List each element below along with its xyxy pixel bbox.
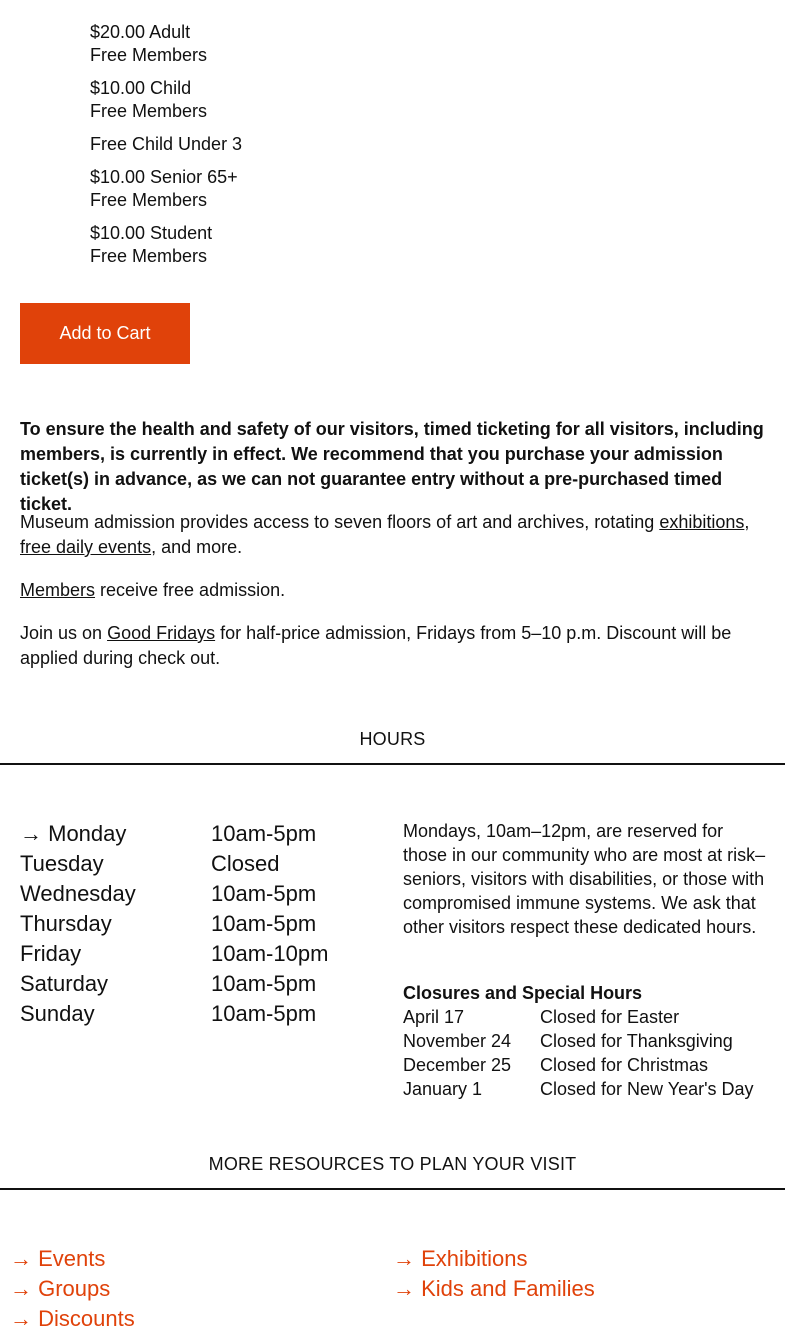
ticket-price: Free Child Under 3 bbox=[90, 134, 243, 154]
good-fridays-intro: Join us on bbox=[20, 623, 108, 643]
closure-row bbox=[403, 1029, 773, 1053]
closure-date: November 24 bbox=[403, 1031, 512, 1051]
members-link[interactable]: Members bbox=[20, 580, 96, 600]
day-label: Friday bbox=[20, 941, 82, 966]
events-link[interactable]: → Events bbox=[10, 1246, 106, 1271]
ticket-student bbox=[90, 222, 242, 268]
arrow-right-icon: → bbox=[20, 821, 42, 846]
ticket-price: $10.00 Senior 65+ bbox=[90, 167, 238, 187]
good-fridays-link[interactable]: Good Fridays bbox=[107, 623, 216, 643]
day-label: → Monday bbox=[20, 821, 127, 846]
day-label: Sunday bbox=[20, 1001, 95, 1026]
admission-text: Museum admission provides access to seven floors of art and archives, rotating bbox=[20, 512, 660, 532]
hours-row-sunday bbox=[20, 999, 361, 1029]
discounts-link[interactable]: → Discounts bbox=[10, 1306, 135, 1331]
comma-separator: , bbox=[744, 512, 750, 532]
ticket-member-note: Free Members bbox=[90, 101, 208, 121]
hours-row-friday bbox=[20, 939, 361, 969]
day-hours: Closed bbox=[211, 851, 280, 876]
hours-divider bbox=[0, 763, 785, 765]
day-hours: 10am-10pm bbox=[211, 941, 329, 966]
admission-description bbox=[20, 510, 765, 560]
hours-row-monday bbox=[20, 819, 361, 849]
good-fridays-note bbox=[20, 621, 765, 671]
resources-divider bbox=[0, 1188, 785, 1190]
ticket-adult bbox=[90, 21, 242, 67]
groups-link[interactable]: → Groups bbox=[10, 1276, 111, 1301]
closure-row bbox=[403, 1005, 773, 1029]
ticket-senior bbox=[90, 166, 242, 212]
closure-description: Closed for New Year's Day bbox=[540, 1079, 754, 1099]
hours-heading: HOURS bbox=[359, 729, 426, 749]
ticket-member-note: Free Members bbox=[90, 246, 208, 266]
day-hours: 10am-5pm bbox=[211, 971, 317, 996]
hours-row-wednesday bbox=[20, 879, 361, 909]
closure-date: December 25 bbox=[403, 1055, 512, 1075]
hours-table bbox=[20, 819, 361, 1029]
hours-row-tuesday bbox=[20, 849, 361, 879]
day-label: Thursday bbox=[20, 911, 112, 936]
add-to-cart-button[interactable]: Add to Cart bbox=[20, 303, 190, 364]
free-daily-events-link[interactable]: free daily events bbox=[20, 537, 152, 557]
resources-heading: MORE RESOURCES TO PLAN YOUR VISIT bbox=[208, 1154, 577, 1174]
ticket-price: $10.00 Child bbox=[90, 78, 192, 98]
closure-date: January 1 bbox=[403, 1079, 483, 1099]
closure-date: April 17 bbox=[403, 1007, 465, 1027]
good-fridays-text: for half-price admission, Fridays from 5–10 p.m. Discount will be applied during check out. bbox=[20, 623, 732, 668]
hours-row-saturday bbox=[20, 969, 361, 999]
ticket-price-list bbox=[90, 21, 242, 278]
ticket-member-note: Free Members bbox=[90, 45, 208, 65]
admission-text-end: , and more. bbox=[151, 537, 243, 557]
closures-heading: Closures and Special Hours bbox=[403, 983, 643, 1003]
exhibitions-resource-link[interactable]: → Exhibitions bbox=[393, 1246, 528, 1271]
day-hours: 10am-5pm bbox=[211, 911, 317, 936]
day-hours: 10am-5pm bbox=[211, 821, 317, 846]
ticket-price: $20.00 Adult bbox=[90, 22, 191, 42]
closure-description: Closed for Christmas bbox=[540, 1055, 709, 1075]
resources-links-right bbox=[393, 1244, 595, 1304]
ticket-member-note: Free Members bbox=[90, 190, 208, 210]
hours-row-thursday bbox=[20, 909, 361, 939]
timed-ticketing-notice: To ensure the health and safety of our visitors, timed ticketing for all visitors, including members, is currently in effect. We recommend that you purchase your admission ticket(s) in advance, as we can not guarantee entry without a pre-purchased timed ticket. bbox=[20, 419, 764, 514]
day-hours: 10am-5pm bbox=[211, 1001, 317, 1026]
community-hours-note: Mondays, 10am–12pm, are reserved for those in our community who are most at risk–seniors, visitors with disabilities, or those with compromised immune systems. We ask that other visitors respect these dedicated hours. bbox=[403, 821, 766, 937]
closures-list bbox=[403, 981, 773, 1101]
closure-row bbox=[403, 1053, 773, 1077]
members-note bbox=[20, 578, 765, 603]
closure-description: Closed for Easter bbox=[540, 1007, 680, 1027]
ticket-child bbox=[90, 77, 242, 123]
day-label: Wednesday bbox=[20, 881, 136, 906]
ticket-price: $10.00 Student bbox=[90, 223, 213, 243]
day-hours: 10am-5pm bbox=[211, 881, 317, 906]
closure-row bbox=[403, 1077, 773, 1101]
members-text: receive free admission. bbox=[95, 580, 286, 600]
day-label: Tuesday bbox=[20, 851, 104, 876]
ticket-child-under-3 bbox=[90, 133, 242, 156]
day-label: Saturday bbox=[20, 971, 109, 996]
closure-description: Closed for Thanksgiving bbox=[540, 1031, 733, 1051]
kids-and-families-link[interactable]: → Kids and Families bbox=[393, 1276, 595, 1301]
resources-links-left bbox=[10, 1244, 135, 1334]
exhibitions-link[interactable]: exhibitions bbox=[659, 512, 745, 532]
